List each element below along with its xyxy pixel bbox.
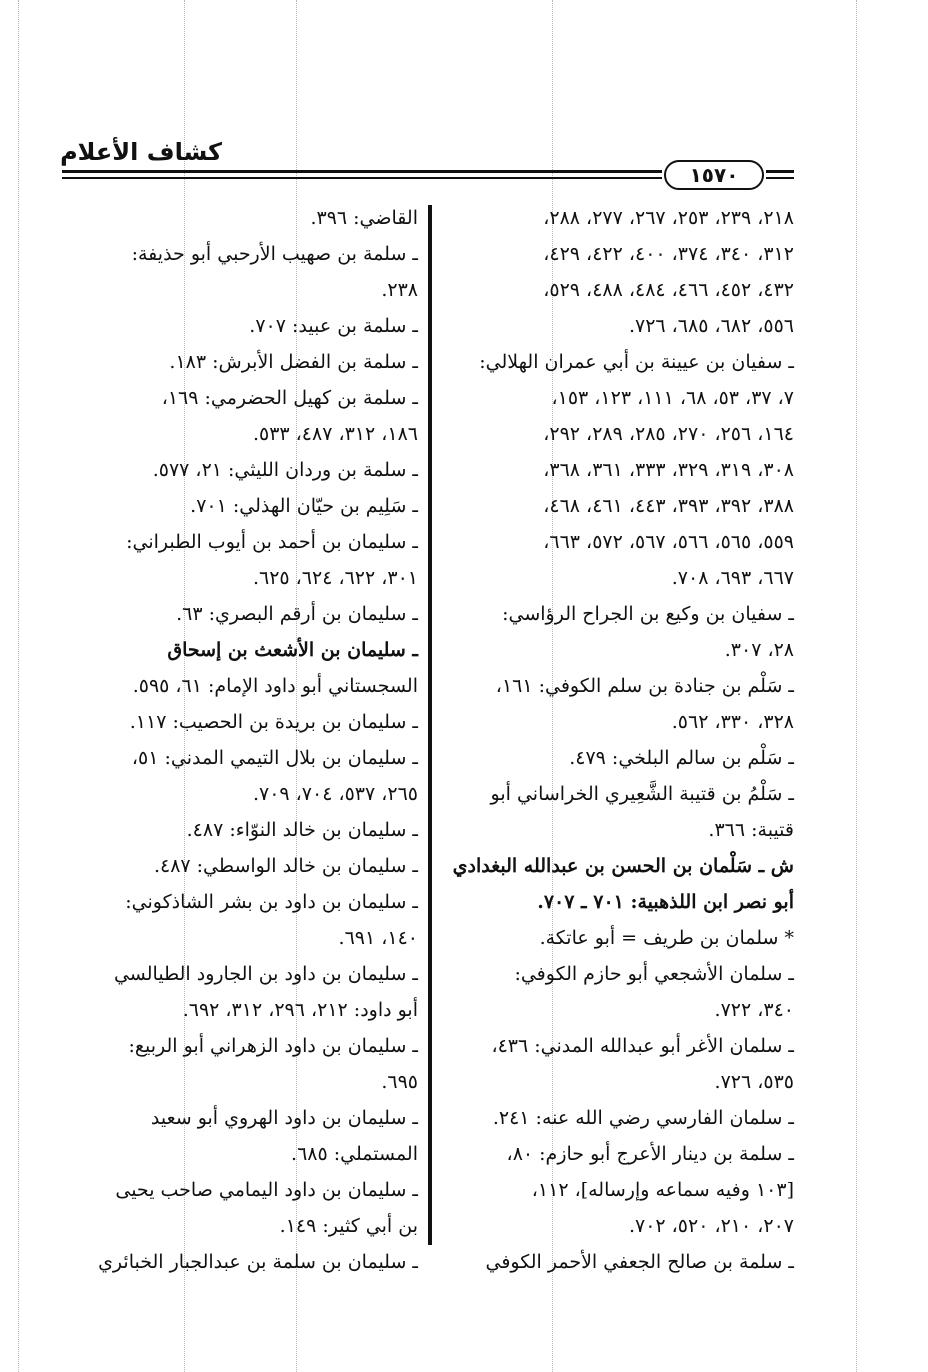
index-line: ـ سفيان بن عيينة بن أبي عمران الهلالي:	[479, 351, 794, 373]
index-line: ـ سَلْم بن جنادة بن سلم الكوفي: ١٦١،	[495, 675, 794, 697]
index-line: ـ سليمان بن خالد الواسطي: ٤٨٧.	[153, 855, 418, 877]
index-line: ٦٦٧، ٦٩٣، ٧٠٨.	[671, 567, 794, 589]
index-line: ـ سَلِيم بن حيّان الهذلي: ٧٠١.	[190, 495, 418, 517]
index-line: ١٨٦، ٣١٢، ٤٨٧، ٥٣٣.	[252, 423, 418, 445]
index-line: ـ سَلْمُ بن قتيبة الشَّعِيري الخراساني أبو	[490, 783, 794, 805]
index-line: ١٦٤، ٢٥٦، ٢٧٠، ٢٨٥، ٢٨٩، ٢٩٢،	[543, 423, 794, 445]
index-line: ـ سلمة بن عبيد: ٧٠٧.	[249, 315, 418, 337]
index-line: ـ سلمان الفارسي رضي الله عنه: ٢٤١.	[492, 1107, 794, 1129]
page-number: ١٥٧٠	[664, 160, 764, 190]
index-line: ٣٤٠، ٧٢٢.	[714, 999, 794, 1021]
header-rule-right	[766, 170, 794, 179]
index-line: ـ سلمة بن صالح الجعفي الأحمر الكوفي	[485, 1251, 794, 1273]
index-line: المستملي: ٦٨٥.	[291, 1143, 418, 1165]
index-line: ـ سلمة بن الفضل الأبرش: ١٨٣.	[169, 351, 418, 373]
index-line: ٣٠١، ٦٢٢، ٦٢٤، ٦٢٥.	[252, 567, 418, 589]
index-line: ٢٣٨.	[381, 279, 418, 301]
index-line: ـ سليمان بن داود اليمامي صاحب يحيى	[115, 1179, 418, 1201]
index-line: ـ سفيان بن وكيع بن الجراح الرؤاسي:	[502, 603, 794, 625]
index-line: * سلمان بن طريف = أبو عاتكة.	[539, 927, 794, 949]
index-line: [١٠٣ وفيه سماعه وإرساله]، ١١٢،	[531, 1179, 794, 1201]
index-line: بن أبي كثير: ١٤٩.	[279, 1215, 418, 1237]
index-line: ٧، ٣٧، ٥٣، ٦٨، ١١١، ١٢٣، ١٥٣،	[551, 387, 794, 409]
right-column	[444, 200, 794, 1280]
index-line: قتيبة: ٣٦٦.	[708, 819, 794, 841]
index-line: ـ سليمان بن داود الزهراني أبو الربيع:	[128, 1035, 418, 1057]
index-line: ٣١٢، ٣٤٠، ٣٧٤، ٤٠٠، ٤٢٢، ٤٢٩،	[543, 243, 794, 265]
index-line-bold: ش ـ سَلْمان بن الحسن بن عبدالله البغدادي	[452, 855, 794, 877]
running-header-title: كشاف الأعلام	[60, 138, 222, 166]
index-line: ـ سليمان بن داود الهروي أبو سعيد	[150, 1107, 418, 1129]
column-divider	[428, 205, 432, 1245]
index-line: ٢١٨، ٢٣٩، ٢٥٣، ٢٦٧، ٢٧٧، ٢٨٨،	[543, 207, 794, 229]
index-line: ـ سليمان بن داود بن الجارود الطيالسي	[113, 963, 418, 985]
header-rule-left	[62, 170, 662, 179]
index-line: ٢٦٥، ٥٣٧، ٧٠٤، ٧٠٩.	[252, 783, 418, 805]
index-line: ٣٠٨، ٣١٩، ٣٢٩، ٣٣٣، ٣٦١، ٣٦٨،	[543, 459, 794, 481]
index-line: ـ سلمان الأشجعي أبو حازم الكوفي:	[514, 963, 794, 985]
index-line: ـ سليمان بن أحمد بن أيوب الطبراني:	[126, 531, 418, 553]
index-line: ٥٥٩، ٥٦٥، ٥٦٦، ٥٦٧، ٥٧٢، ٦٦٣،	[543, 531, 794, 553]
index-line-bold: ـ سليمان بن الأشعث بن إسحاق	[167, 639, 418, 661]
index-line: ـ سليمان بن بلال التيمي المدني: ٥١،	[131, 747, 418, 769]
scan-guide-line	[18, 0, 19, 1372]
index-line: ـ سَلْم بن سالم البلخي: ٤٧٩.	[569, 747, 794, 769]
index-line: القاضي: ٣٩٦.	[310, 207, 418, 229]
index-line: ٥٥٦، ٦٨٢، ٦٨٥، ٧٢٦.	[628, 315, 794, 337]
index-line: ـ سلمة بن وردان الليثي: ٢١، ٥٧٧.	[152, 459, 418, 481]
index-line: السجستاني أبو داود الإمام: ٦١، ٥٩٥.	[132, 675, 418, 697]
index-line: ـ سليمان بن بريدة بن الحصيب: ١١٧.	[129, 711, 418, 733]
index-line: ـ سلمة بن صهيب الأرحبي أبو حذيفة:	[131, 243, 418, 265]
left-column	[62, 200, 418, 1280]
index-line: ٢٨، ٣٠٧.	[724, 639, 794, 661]
index-line: ـ سلمان الأغر أبو عبدالله المدني: ٤٣٦،	[491, 1035, 794, 1057]
index-line: ٥٣٥، ٧٢٦.	[714, 1071, 794, 1093]
scan-guide-line	[856, 0, 857, 1372]
index-line: ـ سلمة بن كهيل الحضرمي: ١٦٩،	[161, 387, 418, 409]
index-line: ٤٣٢، ٤٥٢، ٤٦٦، ٤٨٤، ٤٨٨، ٥٢٩،	[543, 279, 794, 301]
index-line: ـ سليمان بن خالد النوّاء: ٤٨٧.	[186, 819, 418, 841]
index-line: ٣٢٨، ٣٣٠، ٥٦٢.	[671, 711, 794, 733]
index-line: ٣٨٨، ٣٩٢، ٣٩٣، ٤٤٣، ٤٦١، ٤٦٨،	[543, 495, 794, 517]
index-line-bold: أبو نصر ابن اللذهبية: ٧٠١ ـ ٧٠٧.	[537, 891, 794, 913]
index-line: ـ سليمان بن سلمة بن عبدالجبار الخبائري	[98, 1251, 418, 1273]
index-line: ـ سليمان بن أرقم البصري: ٦٣.	[176, 603, 418, 625]
index-line: ١٤٠، ٦٩١.	[338, 927, 418, 949]
index-line: ٦٩٥.	[381, 1071, 418, 1093]
index-line: أبو داود: ٢١٢، ٢٩٦، ٣١٢، ٦٩٢.	[182, 999, 418, 1021]
index-line: ٢٠٧، ٢١٠، ٥٢٠، ٧٠٢.	[628, 1215, 794, 1237]
index-line: ـ سلمة بن دينار الأعرج أبو حازم: ٨٠،	[506, 1143, 794, 1165]
index-line: ـ سليمان بن داود بن بشر الشاذكوني:	[125, 891, 418, 913]
